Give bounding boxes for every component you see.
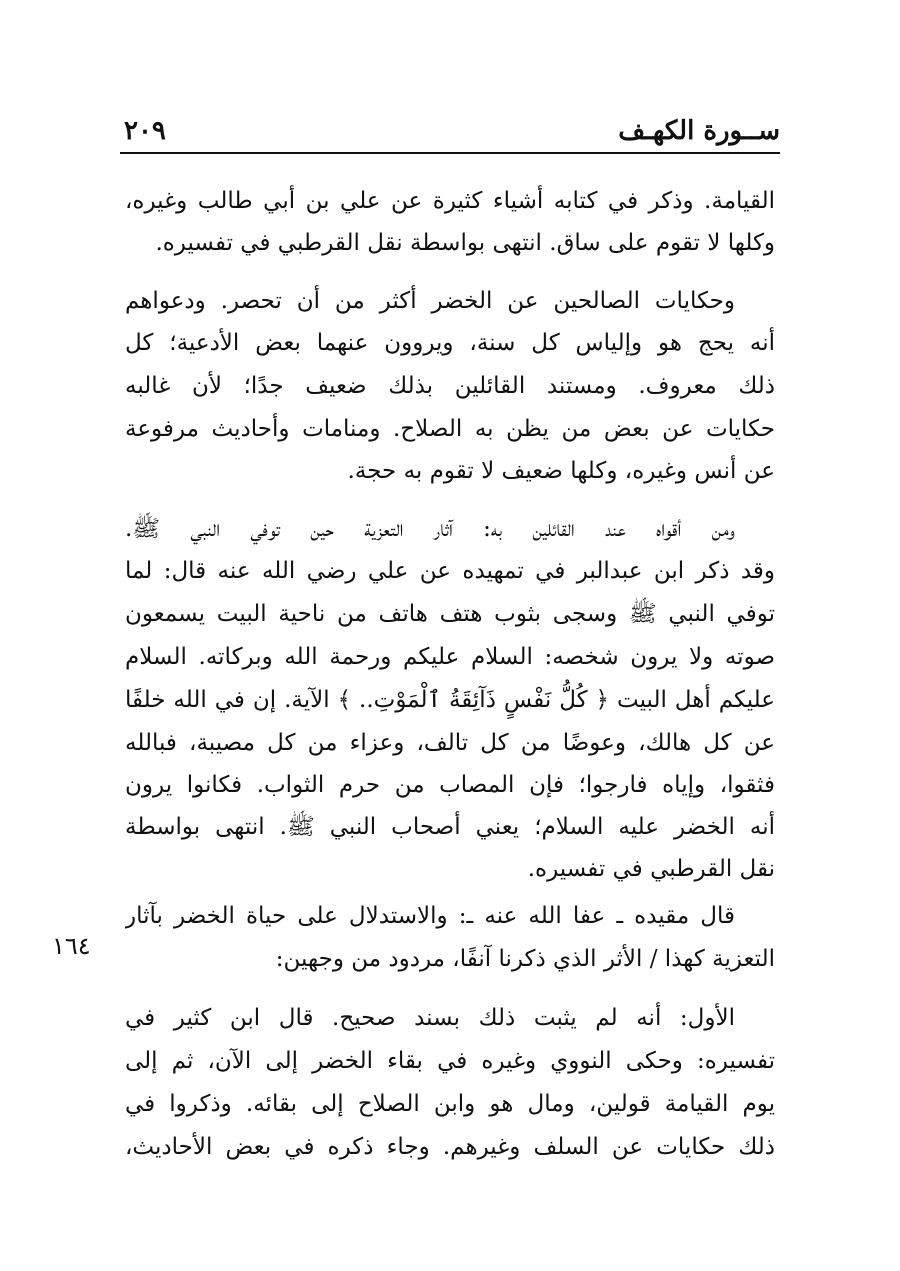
text-line: تفسيره: وحكى النووي وغيره في بقاء الخضر إلى الآن، ثم إلى <box>125 1048 775 1074</box>
text-line: يوم القيامة قولين، ومال هو وابن الصلاح إلى بقائه. وذكروا في <box>125 1091 775 1117</box>
margin-page-reference: ١٦٤ <box>52 932 91 960</box>
text-line: التعزية كهذا / الأثر الذي ذكرنا آنفًا، مردود من وجهين: <box>275 946 775 972</box>
header-divider <box>120 152 780 154</box>
text-line: عن أنس وغيره، وكلها ضعيف لا تقوم به حجة. <box>347 458 775 484</box>
text-line: عليكم أهل البيت ﴿ كُلُّ نَفْسٍ ذَآئِقَةُ ٱلْمَوْتِ.. ﴾ الآية. إن في الله خلفًا <box>125 687 775 713</box>
text-line: القيامة. وذكر في كتابه أشياء كثيرة عن علي بن أبي طالب وغيره، <box>125 188 775 214</box>
page-header <box>120 112 780 152</box>
text-line: أنه الخضر عليه السلام؛ يعني أصحاب النبي ﷺ. انتهى بواسطة <box>125 814 775 840</box>
text-line: فثقوا، وإياه فارجوا؛ فإن المصاب من حرم الثواب. فكانوا يرون <box>125 772 775 798</box>
text-line: عن كل هالك، وعوضًا من كل تالف، وعزاء من كل مصيبة، فبالله <box>125 730 775 756</box>
surah-title: ســورة الكهـف <box>618 116 780 146</box>
text-line: صوته ولا يرون شخصه: السلام عليكم ورحمة الله وبركاته. السلام <box>125 644 775 670</box>
page-number: ٢٠٩ <box>124 116 166 146</box>
text-line: ذلك معروف. ومستند القائلين بذلك ضعيف جدًا؛ لأن غالبه <box>125 373 775 399</box>
text-line: الأول: أنه لم يثبت ذلك بسند صحيح. قال ابن كثير في <box>125 1005 735 1031</box>
text-line: توفي النبي ﷺ وسجى بثوب هتف هاتف من ناحية البيت يسمعون <box>125 601 775 627</box>
text-line: أنه يحج هو وإلياس كل سنة، ويروون عنهما بعض الأدعية؛ كل <box>125 330 775 356</box>
text-line: وكلها لا تقوم على ساق. انتهى بواسطة نقل القرطبي في تفسيره. <box>155 230 775 256</box>
text-line: وقد ذكر ابن عبدالبر في تمهيده عن علي رضي الله عنه قال: لما <box>125 558 775 584</box>
text-line: قال مقيده ـ عفا الله عنه ـ: والاستدلال على حياة الخضر بآثار <box>125 903 735 929</box>
text-line: ومن أقواه عند القائلين به: آثار التعزية حين توفي النبي ﷺ. <box>125 516 735 542</box>
text-line: وحكايات الصالحين عن الخضر أكثر من أن تحصر. ودعواهم <box>125 288 735 314</box>
text-line: حكايات عن بعض من يظن به الصلاح. ومنامات وأحاديث مرفوعة <box>125 416 775 442</box>
text-line: ذلك حكايات عن السلف وغيرهم. وجاء ذكره في بعض الأحاديث، <box>125 1134 775 1160</box>
text-line: نقل القرطبي في تفسيره. <box>527 856 775 882</box>
